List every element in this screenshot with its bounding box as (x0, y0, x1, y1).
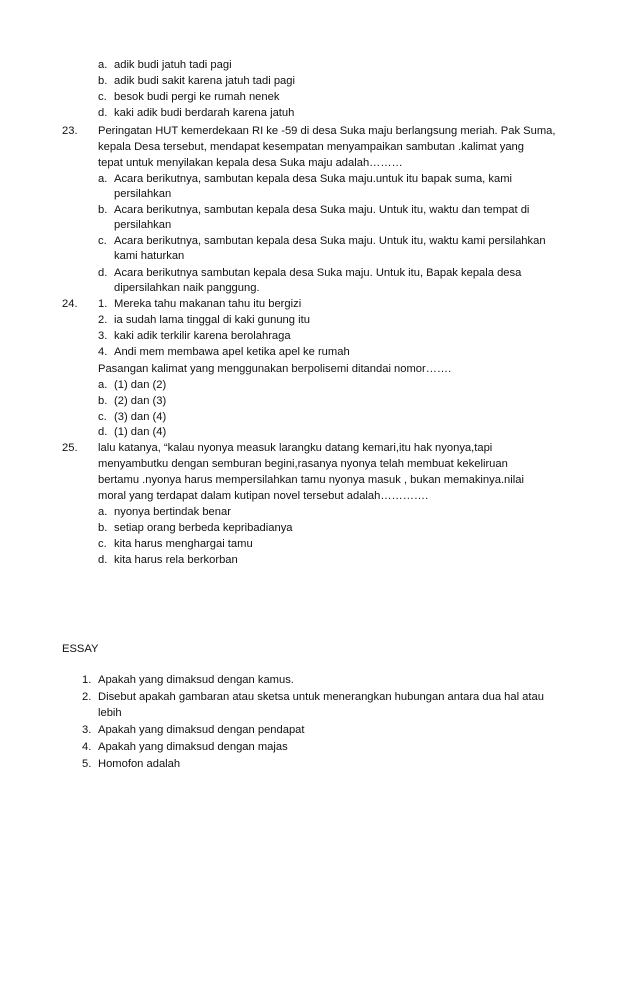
option-label: d. (98, 107, 108, 119)
essay-item-number: 5. (82, 758, 92, 770)
option-label: c. (98, 91, 107, 103)
question-stem-line: bertamu .nyonya harus mempersilahkan tamu nyonya masuk , bukan memakinya.nilai (98, 474, 524, 486)
sentence-label: 1. (98, 298, 108, 310)
sentence-text: kaki adik terkilir karena berolahraga (114, 330, 291, 342)
sentence-label: 2. (98, 314, 108, 326)
option-label: c. (98, 235, 107, 247)
option-label: d. (98, 267, 108, 279)
option-text: persilahkan (114, 188, 172, 200)
question-stem-line: Peringatan HUT kemerdekaan RI ke -59 di desa Suka maju berlangsung meriah. Pak Suma, (98, 125, 556, 137)
question-number: 24. (62, 298, 78, 310)
option-text: kita harus menghargai tamu (114, 538, 253, 550)
question-stem-line: tepat untuk menyilakan kepala desa Suka maju adalah……… (98, 157, 403, 169)
option-label: b. (98, 204, 108, 216)
essay-heading: ESSAY (62, 643, 99, 655)
sentence-label: 3. (98, 330, 108, 342)
option-text: kami haturkan (114, 250, 185, 262)
option-text: setiap orang berbeda kepribadianya (114, 522, 293, 534)
sentence-text: ia sudah lama tinggal di kaki gunung itu (114, 314, 310, 326)
option-label: b. (98, 522, 108, 534)
option-label: a. (98, 379, 108, 391)
option-text: (1) dan (2) (114, 379, 167, 391)
option-label: d. (98, 554, 108, 566)
essay-item-text: Disebut apakah gambaran atau sketsa untuk menerangkan hubungan antara dua hal atau (98, 691, 544, 703)
option-text: Acara berikutnya, sambutan kepala desa Suka maju. Untuk itu, waktu dan tempat di (114, 204, 530, 216)
option-label: a. (98, 59, 108, 71)
essay-item-text: Apakah yang dimaksud dengan kamus. (98, 674, 294, 686)
option-text: kaki adik budi berdarah karena jatuh (114, 107, 295, 119)
essay-item-text: Apakah yang dimaksud dengan pendapat (98, 724, 305, 736)
question-stem-line: menyambutku dengan semburan begini,rasanya nyonya telah membuat kekeliruan (98, 458, 508, 470)
option-text: (3) dan (4) (114, 411, 167, 423)
essay-item-text: lebih (98, 707, 122, 719)
essay-item-number: 2. (82, 691, 92, 703)
option-text: nyonya bertindak benar (114, 506, 231, 518)
sentence-text: Mereka tahu makanan tahu itu bergizi (114, 298, 302, 310)
option-label: b. (98, 395, 108, 407)
option-text: Acara berikutnya, sambutan kepala desa Suka maju.untuk itu bapak suma, kami (114, 173, 512, 185)
option-text: adik budi jatuh tadi pagi (114, 59, 232, 71)
option-text: (2) dan (3) (114, 395, 167, 407)
essay-item-number: 3. (82, 724, 92, 736)
option-label: b. (98, 75, 108, 87)
essay-item-text: Homofon adalah (98, 758, 181, 770)
option-text: besok budi pergi ke rumah nenek (114, 91, 280, 103)
question-number: 25. (62, 442, 78, 454)
sentence-label: 4. (98, 346, 108, 358)
essay-item-text: Apakah yang dimaksud dengan majas (98, 741, 288, 753)
question-stem-line: kepala Desa tersebut, mendapat kesempatan menyampaikan sambutan .kalimat yang (98, 141, 524, 153)
essay-item-number: 4. (82, 741, 92, 753)
question-stem-line: moral yang terdapat dalam kutipan novel tersebut adalah…………. (98, 490, 429, 502)
option-text: (1) dan (4) (114, 426, 167, 438)
option-text: kita harus rela berkorban (114, 554, 238, 566)
option-label: a. (98, 506, 108, 518)
option-text: dipersilahkan naik panggung. (114, 282, 260, 294)
essay-item-number: 1. (82, 674, 92, 686)
option-label: d. (98, 426, 108, 438)
option-text: adik budi sakit karena jatuh tadi pagi (114, 75, 295, 87)
option-text: Acara berikutnya, sambutan kepala desa Suka maju. Untuk itu, waktu kami persilahkan (114, 235, 546, 247)
question-stem-line: lalu katanya, “kalau nyonya measuk larangku datang kemari,itu hak nyonya,tapi (98, 442, 493, 454)
sentence-text: Andi mem membawa apel ketika apel ke rumah (114, 346, 350, 358)
option-label: a. (98, 173, 108, 185)
question-number: 23. (62, 125, 78, 137)
option-text: persilahkan (114, 219, 172, 231)
option-label: c. (98, 411, 107, 423)
option-label: c. (98, 538, 107, 550)
option-text: Acara berikutnya sambutan kepala desa Suka maju. Untuk itu, Bapak kepala desa (114, 267, 522, 279)
question-prompt: Pasangan kalimat yang menggunakan berpolisemi ditandai nomor……. (98, 363, 452, 375)
